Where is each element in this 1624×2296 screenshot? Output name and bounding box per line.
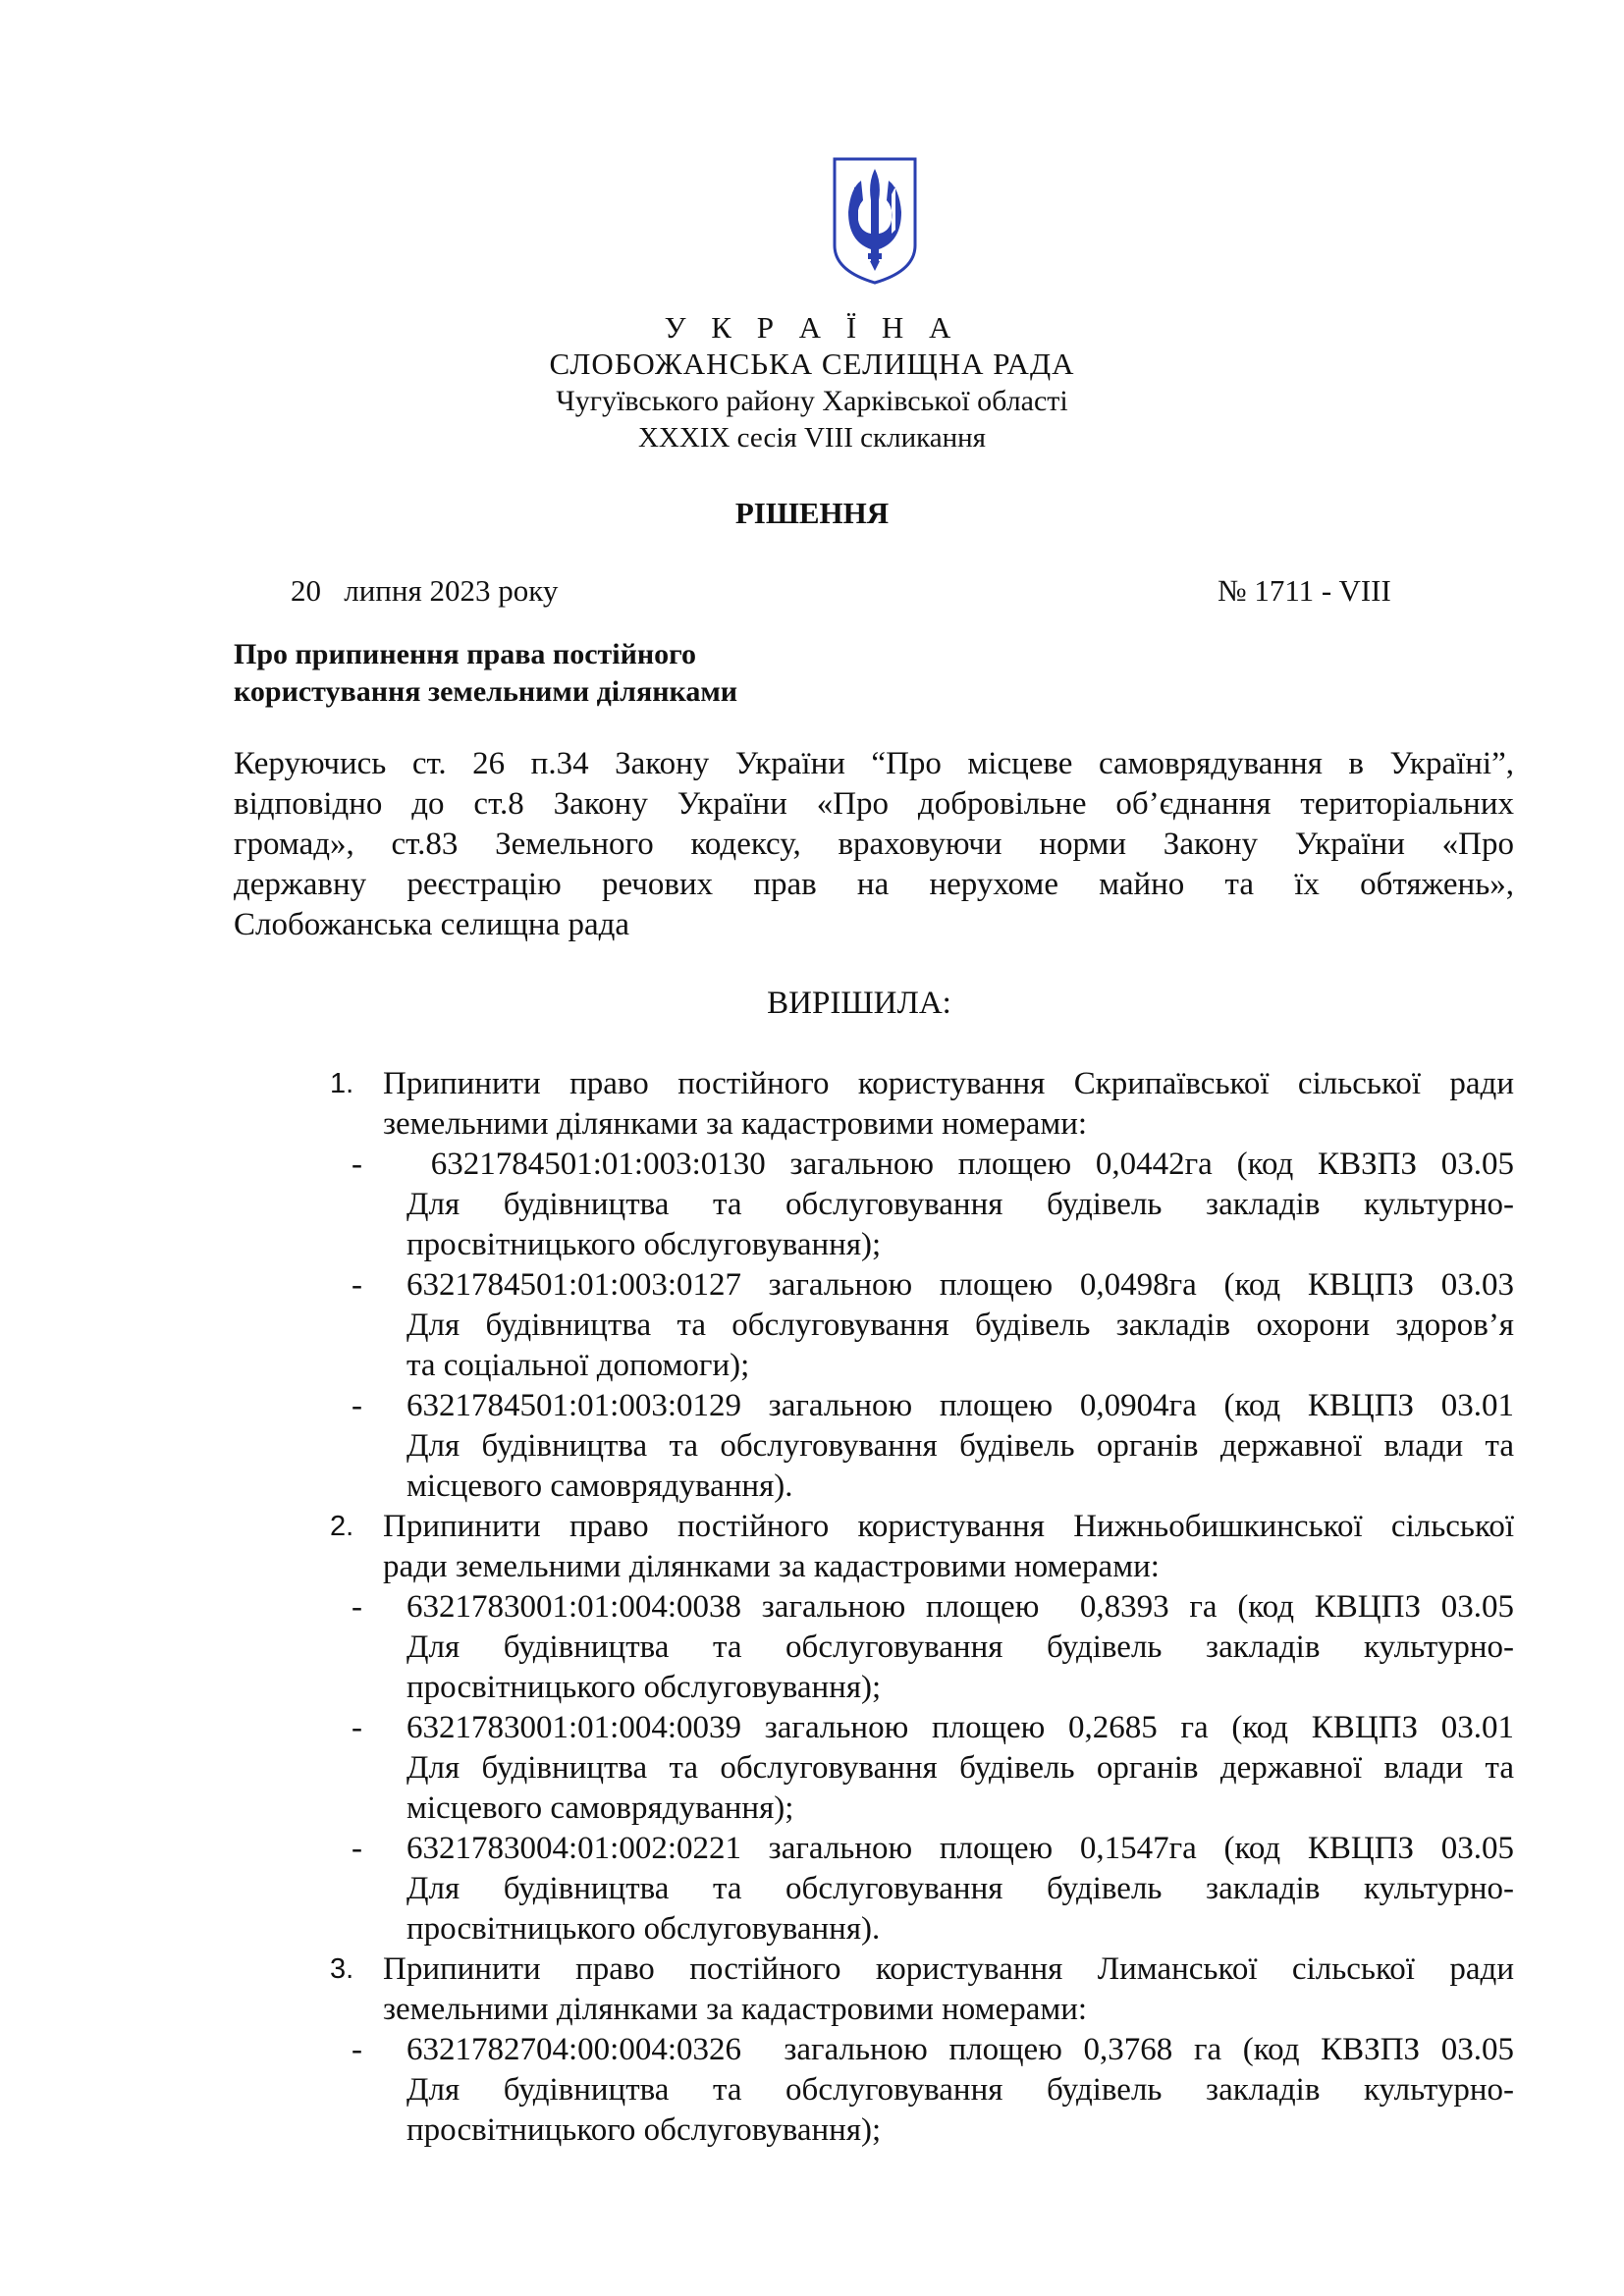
decision-date: 20 липня 2023 року <box>291 573 559 608</box>
land-plot-entry <box>330 1265 1514 1386</box>
item-text-line: земельними ділянками за кадастровими номерами: <box>383 1992 1088 2027</box>
decision-number: № 1711 - VIII <box>1218 573 1391 608</box>
list-dash: - <box>352 2032 362 2067</box>
item-text <box>383 1949 1514 2030</box>
decision-item <box>330 1949 1514 2151</box>
land-plot-line: Для будівництва та обслуговування будівель органів державної влади та <box>406 1428 1514 1464</box>
land-plot-line: Для будівництва та обслуговування будівель закладів культурно- <box>406 1187 1514 1222</box>
land-plot-line: просвітницького обслуговування); <box>406 2112 882 2148</box>
list-dash: - <box>352 1589 362 1625</box>
land-plot-line: 6321784501:01:003:0127 загальною площею 0,0498га (код КВЦПЗ 03.03 <box>406 1267 1514 1303</box>
land-plot-line: 6321784501:01:003:0130 загальною площею 0,0442га (код КВЗПЗ 03.05 <box>406 1147 1514 1182</box>
preamble-line: відповідно до ст.8 Закону України «Про добровільне об’єднання територіальних <box>234 786 1514 822</box>
item-text <box>383 1064 1514 1145</box>
decision-items <box>330 1064 1514 2151</box>
list-dash: - <box>352 1388 362 1423</box>
item-text-line: земельними ділянками за кадастровими номерами: <box>383 1106 1088 1142</box>
subject-line: Про припинення права постійного <box>234 638 697 670</box>
item-number: 3. <box>330 1953 354 1985</box>
decision-item <box>330 1507 1514 1949</box>
item-text-line: Припинити право постійного користування Скрипаївської сільської ради <box>383 1066 1514 1101</box>
document-type: РІШЕННЯ <box>734 496 890 530</box>
preamble-line: Керуючись ст. 26 п.34 Закону України “Про місцеве самоврядування в Україні”, <box>234 746 1514 781</box>
land-plot-line: 6321782704:00:004:0326 загальною площею 0,3768 га (код КВЗПЗ 03.05 <box>406 2032 1514 2067</box>
land-plot-entry <box>330 1386 1514 1507</box>
preamble-line: державну реєстрацію речових прав на нерухоме майно та їх обтяжень», <box>234 867 1514 902</box>
item-number: 1. <box>330 1068 354 1099</box>
item-text <box>383 1507 1514 1587</box>
land-plot-line: 6321784501:01:003:0129 загальною площею 0,0904га (код КВЦПЗ 03.01 <box>406 1388 1514 1423</box>
land-plot-line: місцевого самоврядування); <box>406 1790 794 1826</box>
subject-line: користування земельними ділянками <box>234 675 738 708</box>
header-council: СЛОБОЖАНСЬКА СЕЛИЩНА РАДА <box>549 347 1075 381</box>
land-plot-line: Для будівництва та обслуговування будівель закладів культурно- <box>406 1871 1514 1906</box>
land-plot-entry <box>330 1145 1514 1265</box>
list-dash: - <box>352 1147 362 1182</box>
decision-item <box>330 1064 1514 1507</box>
header-session: XXXIX сесія VIII скликання <box>637 422 987 454</box>
list-dash: - <box>352 1831 362 1866</box>
land-plot-line: просвітницького обслуговування); <box>406 1227 882 1262</box>
header-district: Чугуївського району Харківської області <box>556 385 1068 417</box>
preamble-line: Слобожанська селищна рада <box>234 907 630 942</box>
land-plot-line: Для будівництва та обслуговування будівель органів державної влади та <box>406 1750 1514 1786</box>
preamble <box>234 744 1514 945</box>
list-dash: - <box>352 1710 362 1745</box>
item-number: 2. <box>330 1511 354 1542</box>
land-plot-line: місцевого самоврядування). <box>406 1468 793 1504</box>
coat-of-arms-icon <box>831 155 919 287</box>
land-plot-line: просвітницького обслуговування); <box>406 1670 882 1705</box>
decision-subject <box>234 636 737 711</box>
item-text-line: Припинити право постійного користування Нижньобишкинської сільської <box>383 1509 1514 1544</box>
land-plot-line: 6321783001:01:004:0039 загальною площею 0,2685 га (код КВЦПЗ 03.01 <box>406 1710 1514 1745</box>
resolved-heading: ВИРІШИЛА: <box>767 986 951 1021</box>
list-dash: - <box>352 1267 362 1303</box>
land-plot-line: та соціальної допомоги); <box>406 1348 750 1383</box>
land-plot-entry <box>330 1829 1514 1949</box>
land-plot-line: просвітницького обслуговування). <box>406 1911 881 1947</box>
land-plot-entry <box>330 1587 1514 1708</box>
land-plot-line: Для будівництва та обслуговування будівель закладів культурно- <box>406 2072 1514 2108</box>
land-plot-line: Для будівництва та обслуговування будівель закладів охорони здоров’я <box>406 1308 1514 1343</box>
land-plot-entry <box>330 1708 1514 1829</box>
land-plot-line: 6321783004:01:002:0221 загальною площею 0,1547га (код КВЦПЗ 03.05 <box>406 1831 1514 1866</box>
item-text-line: Припинити право постійного користування Лиманської сільської ради <box>383 1951 1514 1987</box>
preamble-line: громад», ст.83 Земельного кодексу, враховуючи норми Закону України «Про <box>234 827 1514 862</box>
land-plot-line: 6321783001:01:004:0038 загальною площею 0,8393 га (код КВЦПЗ 03.05 <box>406 1589 1514 1625</box>
header-country: У К Р А Ї Н А <box>664 310 960 345</box>
item-text-line: ради земельними ділянками за кадастровими номерами: <box>383 1549 1160 1584</box>
land-plot-line: Для будівництва та обслуговування будівель закладів культурно- <box>406 1629 1514 1665</box>
land-plot-entry <box>330 2030 1514 2151</box>
